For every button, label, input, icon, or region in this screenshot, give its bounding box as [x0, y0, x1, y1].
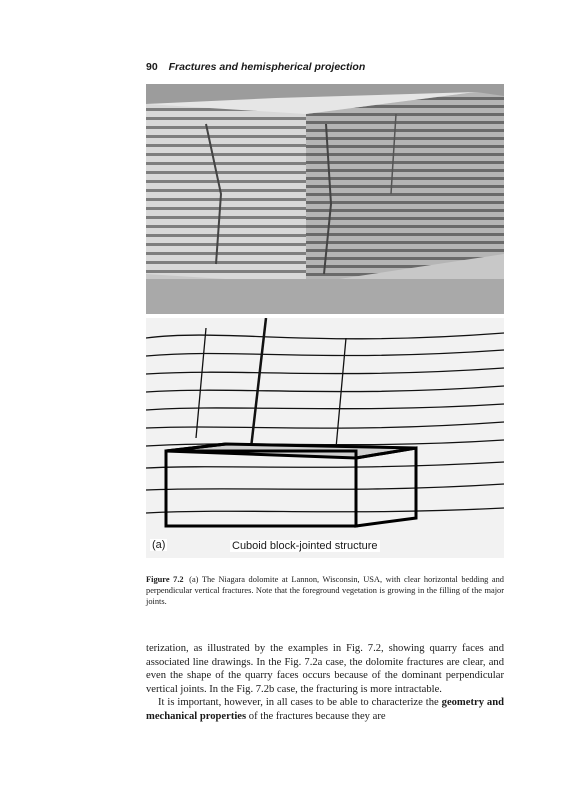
paragraph-2-end: of the fractures because they are — [246, 710, 386, 722]
line-drawing — [146, 318, 504, 558]
paragraph-2-bold: geometry and mechanical properties — [146, 697, 505, 722]
caption-text: (a) The Niagara dolomite at Lannon, Wisconsin, USA, with clear horizontal bedding and perpendicular vertical fractures. Note that the foreground vegetation is growing in the filling of the major joints. — [146, 575, 504, 606]
paragraph-2 — [146, 696, 504, 723]
running-title: Fractures and hemispherical projection — [168, 61, 366, 73]
running-header — [146, 61, 365, 73]
panel-label: (a) — [152, 539, 166, 551]
paragraph-1: terization, as illustrated by the examples in Fig. 7.2, showing quarry faces and associated line drawings. In the Fig. 7.2a case, the dolomite fractures are clear, and even the shape of the quarry faces occurs because of the dominant perpendicular vertical joints. In the Fig. 7.2b case, the fracturing is more intractable. — [146, 643, 504, 695]
drawing-label: Cuboid block-jointed structure — [232, 540, 378, 552]
page-number: 90 — [146, 61, 158, 73]
body-text — [146, 642, 504, 724]
paragraph-2-start: It is important, however, in all cases to be able to characterize the — [158, 697, 442, 709]
caption-label: Figure 7.2 — [146, 575, 184, 584]
figure-caption — [146, 574, 504, 607]
quarry-photo — [146, 84, 504, 314]
